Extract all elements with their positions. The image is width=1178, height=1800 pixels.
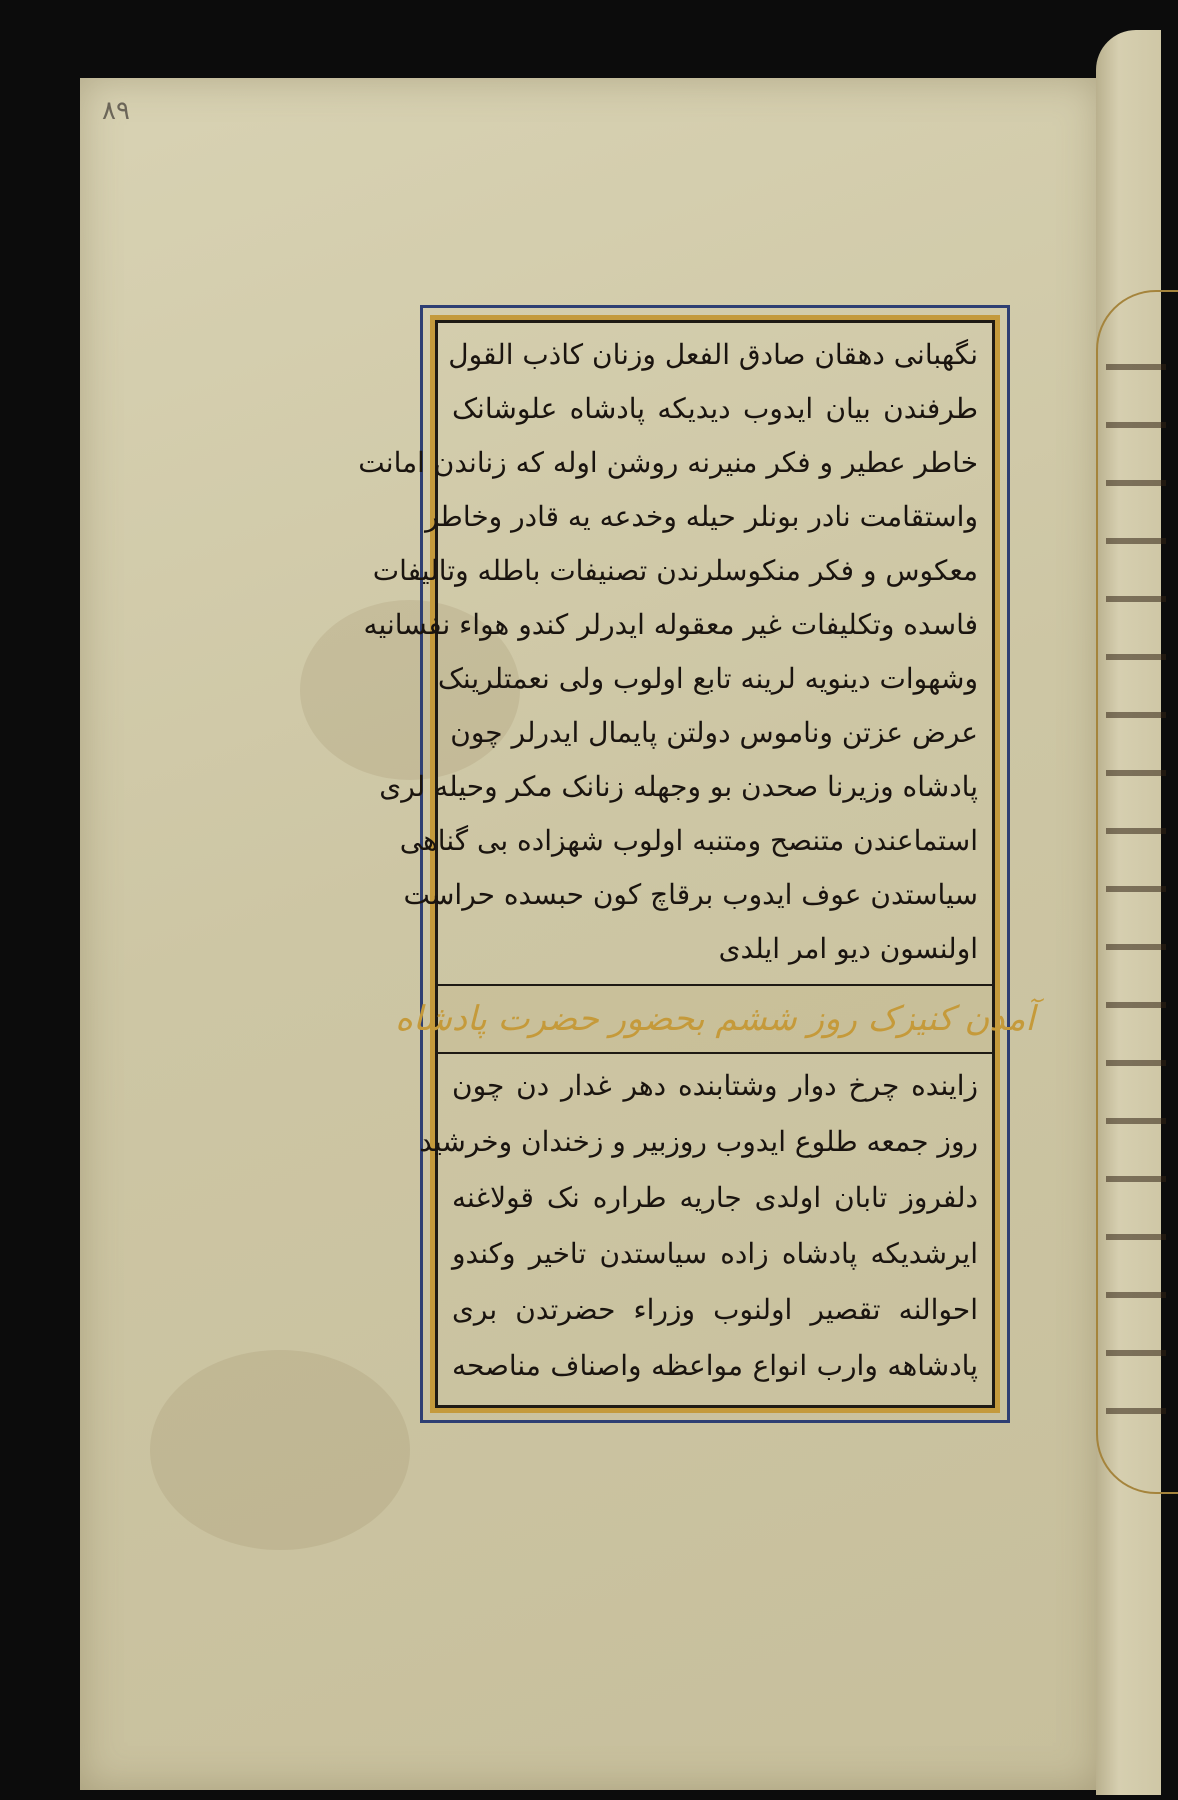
text-line: روز جمعه طلوع ایدوب روزبیر و زخندان وخرشید (419, 1125, 978, 1158)
text-line: سیاستدن عوف ایدوب برقاچ کون حبسده حراست (403, 878, 978, 911)
text-line: فاسده وتکلیفات غیر معقوله ایدرلر کندو هواء نفسانیه (363, 608, 978, 641)
adjacent-page-edge (1096, 30, 1161, 1795)
text-line: معکوس و فکر منکوسلرندن تصنیفات باطله وتالیفات (372, 554, 978, 587)
text-line: خاطر عطیر و فکر منیرنه روشن اوله که زناندن امانت (358, 446, 978, 479)
folio-number: ۸۹ (102, 96, 130, 126)
text-line: پادشاه وزیرنا صحدن بو وجهله زنانک مکر وحیله لری (379, 770, 978, 803)
bottom-text-panel (419, 1052, 994, 1407)
top-text-panel (358, 321, 994, 986)
text-line: اولنسون دیو امر ایلدی (718, 932, 978, 965)
text-line: نگهبانی دهقان صادق الفعل وزنان کاذب القول (448, 338, 978, 371)
rubric-heading (395, 986, 1035, 1052)
text-line: وشهوات دینویه لرینه تابع اولوب ولی نعمتلرینک (437, 662, 978, 695)
text-line: زاینده چرخ دوار وشتابنده دهر غدار دن چون (452, 1069, 978, 1102)
text-line: عرض عزتن وناموس دولتن پایمال ایدرلر چون (450, 716, 978, 749)
text-line: استماعندن متنصح ومتنبه اولوب شهزاده بی گناهی (399, 824, 978, 857)
text-line: دلفروز تابان اولدی جاریه طراره نک قولاغنه (452, 1181, 978, 1214)
rubric-text: آمدن کنیزک روز ششم بحضور حضرت پادشاه (395, 999, 1035, 1039)
text-line: طرفندن بیان ایدوب دیدیکه پادشاه علوشانک (452, 392, 978, 425)
paper-stain (150, 1350, 410, 1550)
text-line: پادشاهه وارب انواع مواعظه واصناف مناصحه (452, 1349, 978, 1382)
text-line: واستقامت نادر بونلر حیله وخدعه یه قادر وخاطر (425, 500, 978, 533)
text-line: احوالنه تقصیر اولنوب وزراء حضرتدن بری (452, 1293, 978, 1326)
text-line: ایرشدیکه پادشاه زاده سیاستدن تاخیر وکندو (452, 1237, 978, 1270)
adjacent-page-text (1106, 330, 1166, 1450)
